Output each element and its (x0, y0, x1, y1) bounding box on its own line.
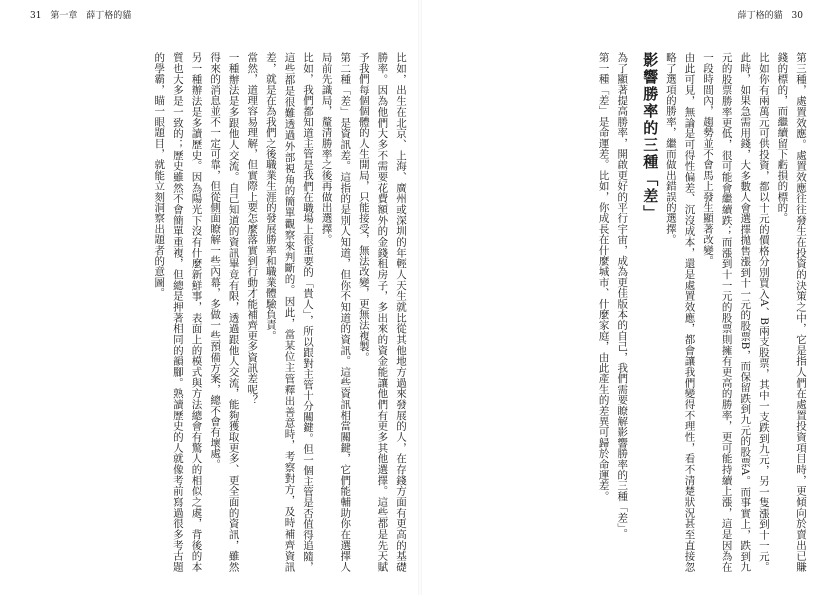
left-running-header (30, 10, 137, 22)
right-running-header (738, 10, 809, 22)
right-para-disposition-effect: 第三種，處置效應。處置效應往往發生在投資的決策之中，它是指人們在處置投資項目時，更傾向於賣出已賺錢的標的，而繼續留下虧損的標的。 (776, 52, 807, 572)
right-para-stock-example: 比如你有兩萬元可供投資，都以十元的價格分別買入A、B兩支股票，其中一支跌到九元，另一隻漲到十一元。此時，如果急需用錢，大多數人會選擇拋售漲到十一元的股票B，而保留跌到九元的股票A。而事實上，跌到九元的股票勝率更低，很可能會繼續跌；而漲到十一元的股票則擁有更高的勝率，更可能持續上漲，這是因為在一段時間內，趨勢並不會馬上發生顯著改變。 (702, 52, 770, 572)
right-page-text (430, 52, 810, 572)
right-page-number: 30 (791, 11, 803, 21)
right-para-fate-gap: 第一種「差」是命運差。比如，你成長在什麼城市、什麼家庭，由此產生的差異可歸於命運差。 (597, 52, 610, 502)
book-gutter (418, 0, 422, 595)
section-heading: 影響勝率的三種「差」 (641, 52, 660, 222)
left-para-birthplace: 比如，出生在北京、上海、廣州或深圳的年輕人天生就比從其他地方過來發展的人，在存錢方面有更高的基礎勝率。因為他們大多不需要花費額外的金錢租房子，多出來的資金能讓他們有更多其他選擇。這些都是先天賦予我們每個個體的人生開局，只能接受，無法改變，更無法複製。 (357, 52, 407, 572)
left-chapter-label: 第一章 (50, 11, 78, 21)
left-para-communicate: 一種辦法是多跟他人交流。自己知道的資訊畢竟有限，透過跟他人交流，能夠獲取更多、更全面的資訊，雖然得來的消息並不一定可靠，但從側面瞭解一些內幕，多做一些預備方案，總不會有壞處。 (209, 52, 240, 572)
left-para-question: 當然，道理容易理解，但實際上要怎麼落實到行動才能補齊更多資訊差呢？ (246, 52, 259, 406)
right-para-intro-three-gaps: 為了顯著提高勝率，開啟更好的平行宇宙，成為更佳版本的自己，我們需要瞭解影響勝率的三種「差」。 (616, 52, 629, 539)
left-page-number: 31 (30, 11, 42, 21)
right-header-title: 薛丁格的貓 (737, 11, 783, 21)
right-para-conclusion: 由此可見，無論是可得性偏差、沉沒成本，還是處置效應，都會讓我們變得不理性，看不清楚狀況甚至直接忽略了選項的勝率，繼而做出錯誤的選擇。 (664, 52, 696, 572)
left-para-information-gap: 第二種「差」是資訊差。這指的是別人知道，但你不知道的資訊。這些資訊相當關鍵，它們能輔助你在選擇人局前先識局，釐清勝率之後再做出選擇。 (320, 52, 352, 572)
left-header-title: 薛丁格的貓 (86, 11, 132, 21)
left-para-manager-example: 比如，我們都知道主管是我們在職場上很重要的「貴人」，所以跟對主管十分關鍵。但一個主管是否值得追隨，這些都是很難透過外部視角的簡單觀察來判斷的。因此，當某位主管釋出善意時，考察對方，及時補齊資訊差，就是在為我們之後職業生涯的發展勝率和職業體驗負責。 (264, 52, 315, 572)
left-para-read-history: 另一種辦法是多讀歷史。因為陽光下沒有什麼新鮮事，表面上的模式與方法總會有驚人的相似之處，背後的本質也大多是一致的；歷史雖然不會簡單重複，但總是押著相同的韻腳。熟讀歷史的人就像考前寫過很多考古題的學霸，瞄一眼題目，就能立刻洞察出題者的意圖。 (153, 52, 203, 572)
left-page-text (28, 52, 410, 572)
